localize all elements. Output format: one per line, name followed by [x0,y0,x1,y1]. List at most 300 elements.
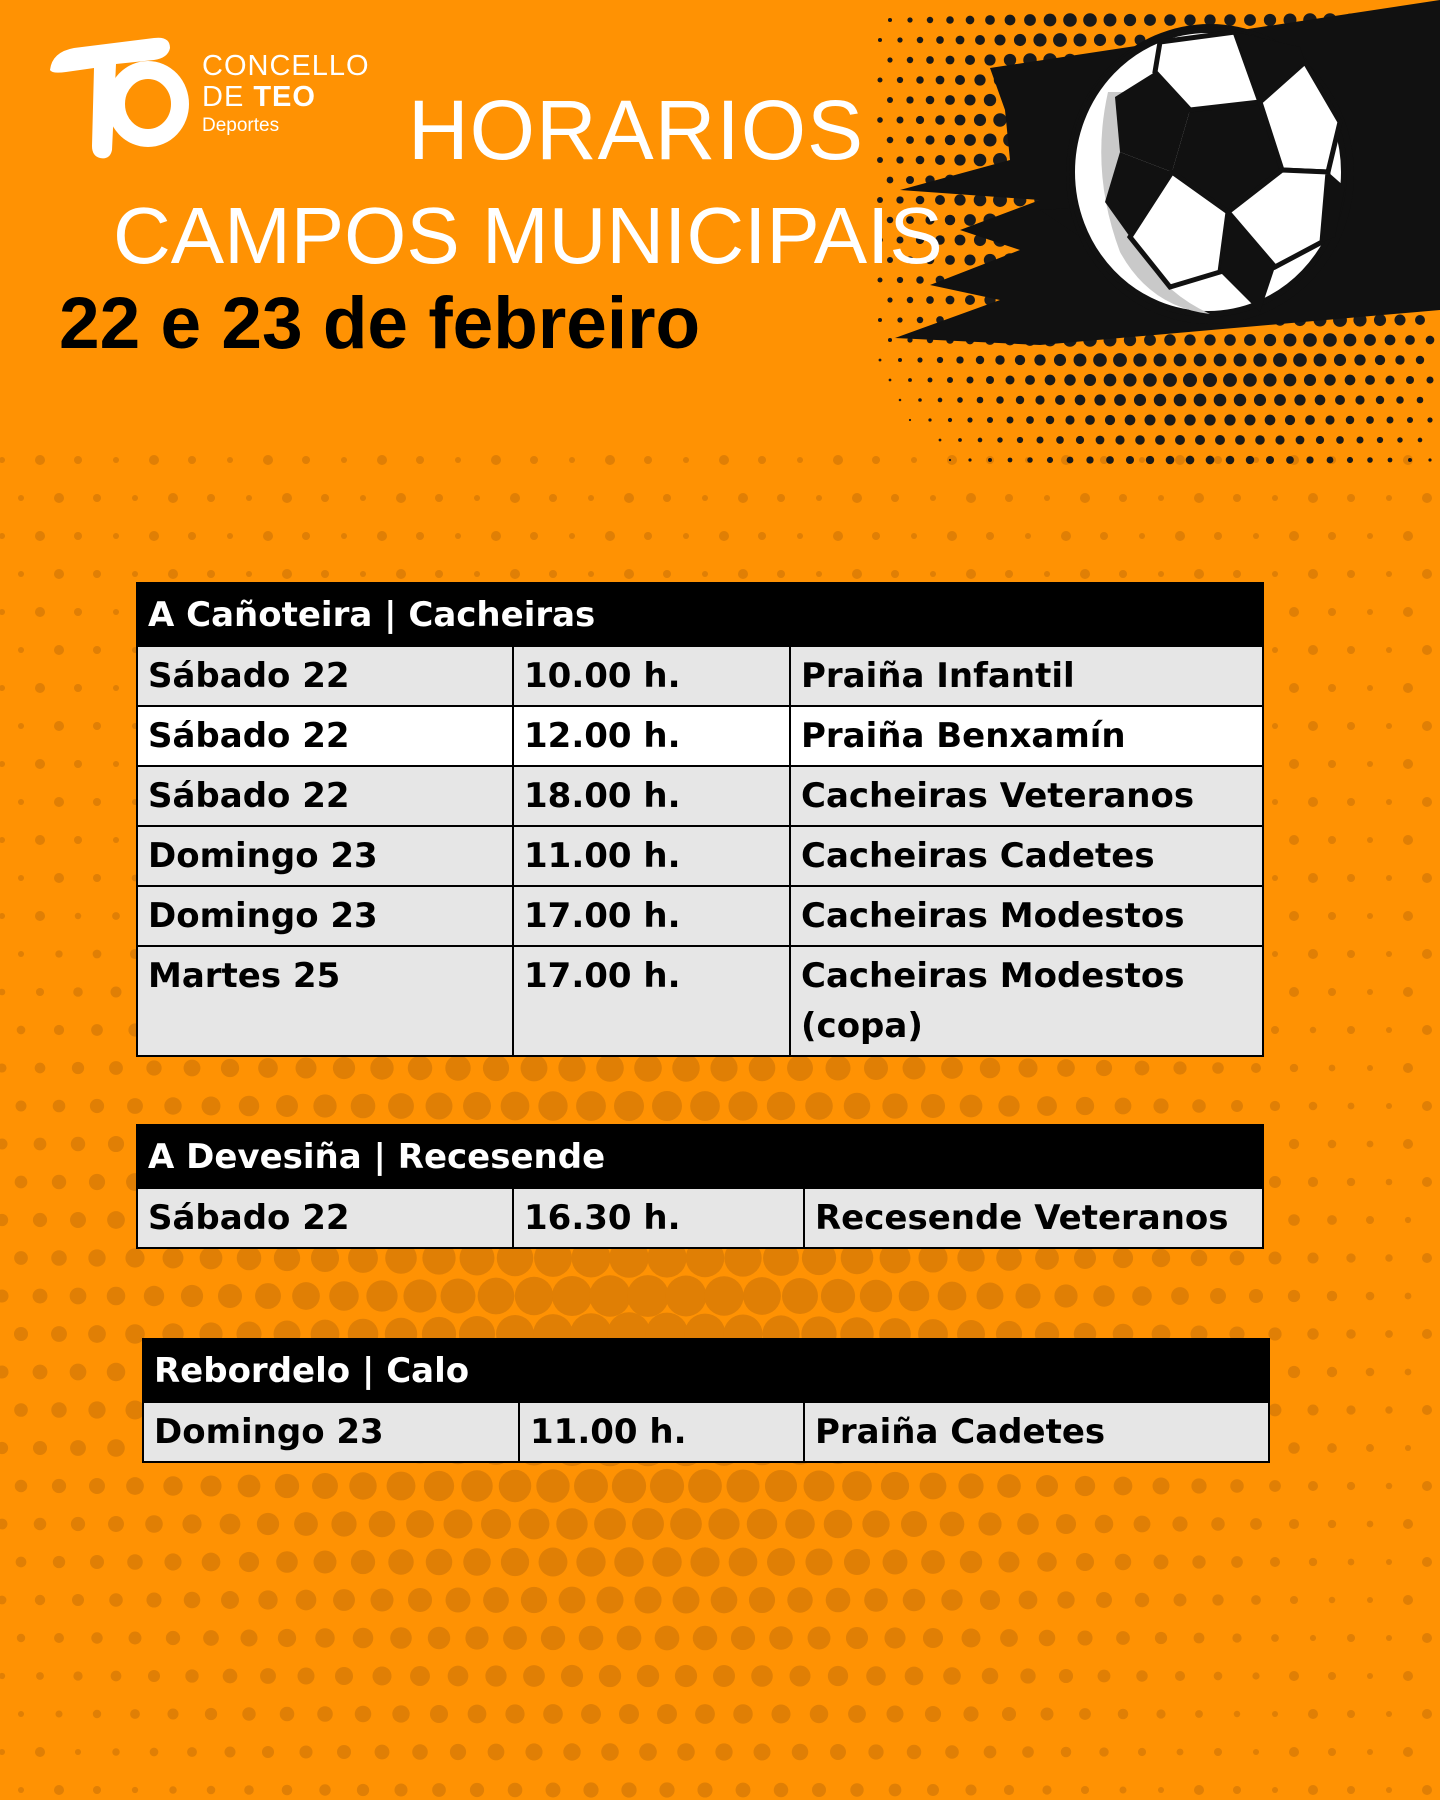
halftone-dot [333,1589,355,1611]
halftone-dot [771,1704,790,1723]
halftone-dot [917,357,922,362]
halftone-dot [35,607,45,617]
halftone-dot [317,1706,333,1722]
halftone-dot [1100,532,1108,540]
halftone-dot [634,1054,662,1082]
halftone-dot [1347,1710,1355,1718]
halftone-dot [93,570,101,578]
halftone-dot [632,1508,664,1540]
halftone-dot [1134,1516,1151,1533]
halftone-dot [1422,797,1432,807]
halftone-dot [1289,911,1299,921]
halftone-dot [1309,1558,1317,1566]
halftone-dot [644,532,652,540]
halftone-dot [1275,435,1284,444]
halftone-dot [0,1063,7,1072]
halftone-dot [202,1553,221,1572]
time-cell: 17.00 h. [513,946,790,1056]
halftone-dot [17,1634,25,1642]
halftone-dot [789,1665,810,1686]
halftone-dot [370,1588,393,1611]
halftone-dot [977,397,984,404]
halftone-dot [917,317,923,323]
halftone-dot [341,457,347,463]
halftone-dot [948,418,952,422]
halftone-dot [1044,495,1050,501]
halftone-dot [1289,1139,1299,1149]
halftone-dot [888,18,892,22]
time-cell: 11.00 h. [519,1402,804,1462]
halftone-dot [589,1275,630,1316]
halftone-dot [255,1283,281,1309]
halftone-dot [978,1512,1001,1535]
halftone-dot [621,1782,636,1797]
halftone-dot [1346,1405,1355,1414]
halftone-dot [738,493,748,503]
halftone-dot [878,38,882,42]
halftone-dot [1345,375,1356,386]
halftone-dot [258,1590,277,1609]
halftone-dot [1139,533,1145,539]
halftone-dot [926,296,934,304]
logo-line-deportes: Deportes [202,115,280,136]
halftone-dot [1231,1100,1243,1112]
halftone-dot [1074,354,1087,367]
halftone-dot [945,215,955,225]
halftone-dot [1095,1515,1113,1533]
halftone-dot [1034,354,1045,365]
halftone-dot [1288,1290,1300,1302]
halftone-dot [93,1710,101,1718]
halftone-dot [1367,457,1372,462]
halftone-dot [1145,415,1156,426]
halftone-dot [1244,334,1256,346]
halftone-dot [1284,374,1297,387]
halftone-dot [1119,570,1127,578]
halftone-dot [403,1279,436,1312]
halftone-dot [1374,314,1386,326]
halftone-dot [88,1401,105,1418]
halftone-dot [244,1785,254,1795]
halftone-dot [925,1706,941,1722]
venue-header: Rebordelo | Calo [143,1339,1269,1402]
soccer-ball-icon [1060,22,1360,332]
halftone-dot [15,1176,28,1189]
halftone-dot [695,1704,715,1724]
halftone-dot [1270,1557,1280,1567]
team-cell: Praiña Infantil [790,646,1263,706]
halftone-dot [1367,533,1373,539]
halftone-dot [966,16,975,25]
halftone-dot [461,1470,492,1501]
halftone-dot [704,1276,743,1315]
halftone-dot [1334,354,1346,366]
halftone-dot [1376,396,1384,404]
team-cell: Praiña Cadetes [804,1402,1269,1462]
halftone-dot [872,532,880,540]
halftone-dot [1065,415,1074,424]
halftone-dot [227,533,233,539]
halftone-dot [1367,761,1373,767]
halftone-dot [1114,394,1126,406]
halftone-dot [0,609,5,615]
halftone-dot [549,494,557,502]
halftone-dot [947,531,957,541]
halftone-dot [262,1746,274,1758]
halftone-dot [207,1786,216,1795]
halftone-dot [1386,1787,1392,1793]
halftone-dot [1269,1176,1281,1188]
halftone-dot [35,1747,45,1757]
halftone-dot [1422,1709,1432,1719]
halftone-dot [1158,495,1164,501]
halftone-dot [955,75,965,85]
halftone-dot [614,1547,643,1576]
halftone-dot [1296,436,1305,445]
logo-line-concello: CONCELLO [202,50,370,82]
halftone-dot [239,1552,259,1572]
halftone-dot [1016,396,1024,404]
halftone-dot [227,457,233,463]
halftone-dot [0,1289,9,1302]
halftone-dot [35,1595,45,1605]
halftone-dot [168,493,178,503]
halftone-dot [1269,1404,1282,1417]
halftone-dot [51,1250,67,1266]
halftone-dot [889,1784,902,1797]
halftone-dot [1328,1748,1336,1756]
halftone-dot [54,1633,64,1643]
halftone-dot [569,457,575,463]
halftone-dot [1099,1747,1108,1756]
halftone-dot [652,1547,681,1576]
halftone-dot [1153,1478,1170,1495]
halftone-dot [55,950,62,957]
halftone-dot [1134,394,1146,406]
halftone-dot [954,194,965,205]
halftone-dot [765,1470,797,1502]
halftone-dot [1024,14,1036,26]
halftone-dot [1195,1710,1203,1718]
halftone-dot [1293,353,1307,367]
table-row [137,946,1263,1056]
halftone-dot [805,1092,833,1120]
halftone-dot [1005,15,1016,26]
halftone-dot [1308,1177,1318,1187]
halftone-dot [298,1668,315,1685]
halftone-dot [1426,376,1433,383]
halftone-dot [1027,457,1032,462]
halftone-dot [825,1055,850,1080]
halftone-dot [995,355,1004,364]
halftone-dot [1175,435,1185,445]
halftone-dot [898,358,902,362]
halftone-dot [14,1403,28,1417]
halftone-dot [988,458,992,462]
halftone-dot [1044,571,1050,577]
halftone-dot [521,1587,547,1613]
halftone-dot [313,1094,336,1117]
halftone-dot [1035,1246,1059,1270]
halftone-dot [0,837,5,843]
halftone-dot [938,398,943,403]
halftone-dot [999,1552,1020,1573]
halftone-dot [503,1626,527,1650]
halftone-dot [925,135,934,144]
halftone-dot [751,1665,773,1687]
halftone-dot [1075,1476,1095,1496]
halftone-dot [54,721,64,731]
halftone-dot [1047,457,1053,463]
halftone-dot [624,493,634,503]
halftone-dot [70,1440,86,1456]
halftone-dot [887,57,892,62]
halftone-dot [258,1058,278,1078]
halftone-dot [146,1592,161,1607]
halftone-dot [1215,435,1225,445]
halftone-dot [1223,373,1237,387]
halftone-dot [353,1628,374,1649]
halftone-dot [1098,1670,1111,1683]
schedule-table-canoteira [136,582,1264,1057]
title-horarios: HORARIOS [408,83,865,177]
halftone-dot [954,154,965,165]
halftone-dot [335,1667,353,1685]
halftone-dot [864,1056,888,1080]
halftone-dot [878,318,882,322]
halftone-dot [70,1364,87,1381]
halftone-dot [1253,1749,1259,1755]
halftone-dot [89,1174,105,1190]
halftone-dot [1175,531,1185,541]
table-row [137,886,1263,946]
halftone-dot [719,455,729,465]
halftone-dot [1000,1629,1018,1647]
halftone-dot [690,1547,719,1576]
halftone-dot [1422,949,1432,959]
halftone-dot [1084,374,1096,386]
halftone-dot [958,1473,983,1498]
halftone-dot [935,115,945,125]
halftone-dot [774,1783,788,1797]
halftone-dot [1306,456,1313,463]
halftone-dot [1344,334,1357,347]
halftone-dot [1309,1102,1318,1111]
halftone-dot [341,533,347,539]
halftone-dot [1328,760,1336,768]
halftone-dot [852,569,862,579]
halftone-dot [1144,334,1156,346]
halftone-dot [1289,1519,1299,1529]
halftone-dot [1214,354,1227,367]
halftone-dot [1037,437,1044,444]
halftone-dot [132,495,138,501]
day-cell: Sábado 22 [137,1188,513,1248]
halftone-dot [164,1097,181,1114]
halftone-dot [0,1214,8,1226]
halftone-dot [758,456,766,464]
halftone-dot [333,1057,355,1079]
halftone-dot [221,1591,239,1609]
halftone-dot [113,609,119,615]
halftone-dot [1126,456,1134,464]
halftone-dot [93,494,101,502]
halftone-dot [816,571,822,577]
halftone-dot [314,1551,337,1574]
halftone-dot [127,1554,143,1570]
halftone-dot [112,912,120,920]
halftone-dot [1005,570,1013,578]
halftone-dot [619,1704,639,1724]
halftone-dot [1080,493,1090,503]
halftone-dot [1264,334,1276,346]
halftone-dot [483,1055,509,1081]
halftone-dot [731,1626,755,1650]
halftone-dot [1113,353,1127,367]
halftone-dot [1304,374,1316,386]
halftone-dot [1081,1786,1089,1794]
halftone-dot [375,1745,390,1760]
halftone-dot [1203,373,1217,387]
halftone-dot [657,1704,677,1724]
halftone-dot [1194,1785,1204,1795]
title-dates: 22 e 23 de febreiro [59,283,701,364]
halftone-dot [769,1626,793,1650]
halftone-dot [1367,1673,1373,1679]
halftone-dot [126,1477,144,1495]
halftone-dot [501,1092,530,1121]
halftone-dot [891,570,899,578]
halftone-dot [767,1092,795,1120]
halftone-dot [181,1285,203,1307]
halftone-dot [1250,1518,1262,1530]
halftone-dot [997,1474,1021,1498]
halftone-dot [1077,1630,1092,1645]
halftone-dot [552,1276,592,1316]
halftone-dot [968,458,971,461]
halftone-dot [1327,1443,1337,1453]
halftone-dot [1307,1252,1318,1263]
halftone-dot [652,1091,682,1121]
halftone-dot [1056,436,1064,444]
halftone-dot [200,1475,221,1496]
halftone-dot [672,1054,699,1081]
halftone-dot [246,571,252,577]
halftone-dot [897,317,902,322]
halftone-dot [984,1746,997,1759]
halftone-dot [240,1629,257,1646]
halftone-dot [1146,456,1154,464]
halftone-dot [1346,1253,1355,1262]
halftone-dot [1327,457,1334,464]
halftone-dot [1022,1746,1034,1758]
halftone-dot [1347,570,1355,578]
halftone-dot [673,1587,700,1614]
halftone-dot [491,531,501,541]
halftone-dot [1086,456,1093,463]
halftone-dot [1184,334,1195,345]
halftone-dot [93,798,101,806]
halftone-dot [1041,1708,1054,1721]
halftone-dot [1125,415,1136,426]
halftone-dot [441,1279,476,1314]
halftone-dot [846,1627,868,1649]
halftone-dot [1004,1785,1014,1795]
halftone-dot [0,913,5,919]
halftone-dot [113,533,119,539]
halftone-dot [677,1743,695,1761]
halftone-dot [282,1785,293,1796]
day-cell: Sábado 22 [137,706,513,766]
halftone-dot [941,1057,963,1079]
halftone-dot [907,297,913,303]
halftone-dot [1214,1672,1223,1681]
halftone-dot [848,1705,866,1723]
halftone-dot [1422,1633,1432,1643]
halftone-dot [1271,1026,1279,1034]
halftone-dot [1347,1786,1355,1794]
halftone-dot [1155,1632,1167,1644]
halftone-dot [392,1705,409,1722]
halftone-dot [1235,435,1245,445]
halftone-dot [887,177,894,184]
halftone-dot [538,1091,567,1120]
halftone-dot [16,1557,27,1568]
halftone-dot [726,1469,759,1502]
halftone-dot [225,1747,236,1758]
halftone-dot [1230,1251,1245,1266]
halftone-dot [1255,435,1265,445]
halftone-dot [1046,416,1054,424]
halftone-dot [1214,1748,1222,1756]
halftone-dot [491,455,501,465]
halftone-dot [481,1509,511,1539]
halftone-dot [34,1138,47,1151]
halftone-dot [1328,1140,1337,1149]
halftone-dot [0,761,5,767]
halftone-dot [1194,493,1204,503]
halftone-dot [351,1550,375,1574]
halftone-dot [0,989,5,996]
time-cell: 18.00 h. [513,766,790,826]
halftone-dot [812,1783,826,1797]
halftone-dot [1163,373,1177,387]
halftone-dot [455,533,461,539]
halftone-dot [132,1787,138,1793]
halftone-dot [18,495,24,501]
halftone-dot [146,1060,161,1075]
halftone-dot [1232,1633,1241,1642]
halftone-dot [416,532,424,540]
halftone-dot [1367,989,1373,995]
halftone-dot [1154,394,1166,406]
halftone-dot [905,1667,924,1686]
halftone-dot [1328,684,1336,692]
halftone-dot [202,1097,221,1116]
halftone-dot [1114,1477,1133,1496]
halftone-dot [1271,1634,1279,1642]
halftone-dot [1156,1709,1165,1718]
halftone-dot [1347,1026,1355,1034]
halftone-dot [1422,569,1432,579]
halftone-dot [1191,1478,1206,1493]
halftone-dot [1015,1283,1040,1308]
halftone-dot [1136,1670,1147,1681]
halftone-dot [1386,1103,1392,1109]
halftone-dot [168,569,178,579]
halftone-dot [1194,1633,1205,1644]
halftone-dot [1273,353,1287,367]
